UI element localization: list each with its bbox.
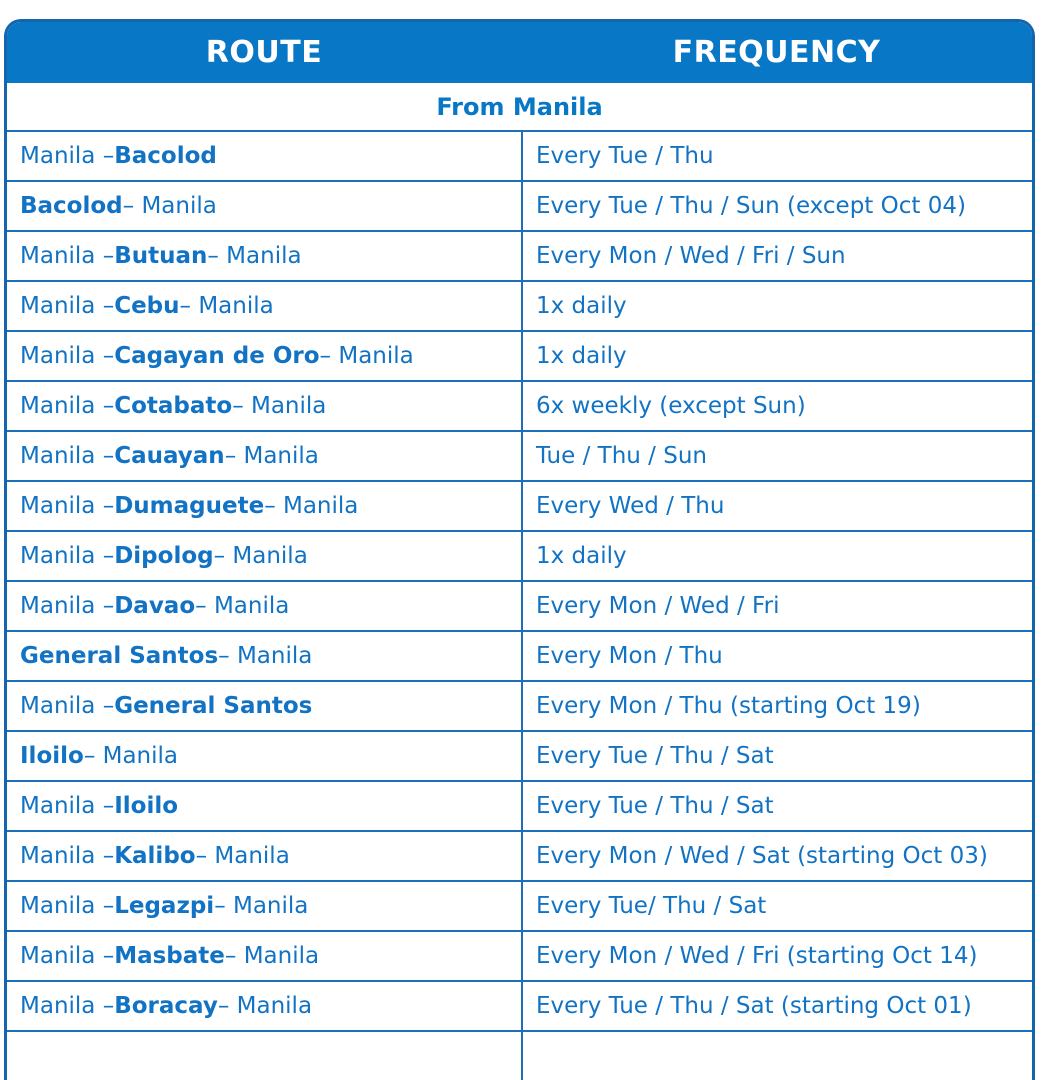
table-row — [7, 730, 1032, 780]
route-cell — [7, 532, 521, 580]
frequency-cell: Every Mon / Thu — [521, 632, 1032, 680]
route-text: – Manila — [179, 293, 274, 319]
route-text: Manila – — [20, 143, 115, 169]
route-text: Manila – — [20, 393, 115, 419]
route-cell — [7, 732, 521, 780]
frequency-cell: Every Tue / Thu / Sun (except Oct 04) — [521, 182, 1032, 230]
route-text: – Manila — [319, 343, 414, 369]
table-row — [7, 180, 1032, 230]
route-text: Manila – — [20, 343, 115, 369]
route-cell — [7, 882, 521, 930]
route-cell — [7, 482, 521, 530]
frequency-cell: Tue / Thu / Sun — [521, 432, 1032, 480]
frequency-cell: Every Mon / Wed / Fri — [521, 582, 1032, 630]
route-city-bold: Butuan — [114, 243, 208, 269]
route-cell — [7, 332, 521, 380]
route-text: Manila – — [20, 793, 115, 819]
table-row — [7, 230, 1032, 280]
route-text: – Manila — [218, 643, 313, 669]
table-row — [7, 830, 1032, 880]
route-cell — [7, 582, 521, 630]
route-city-bold: Legazpi — [114, 893, 215, 919]
route-city-bold: Bacolod — [20, 193, 123, 219]
table-row — [7, 780, 1032, 830]
route-cell — [7, 782, 521, 830]
route-city-bold: Kalibo — [114, 843, 196, 869]
route-cell — [7, 182, 521, 230]
route-text: – Manila — [224, 443, 319, 469]
frequency-cell: 1x daily — [521, 282, 1032, 330]
frequency-cell: Every Tue / Thu / Sat — [521, 732, 1032, 780]
route-text: – Manila — [224, 943, 320, 969]
route-city-bold: Cotabato — [114, 393, 233, 419]
route-city-bold: General Santos — [20, 643, 219, 669]
route-text: – Manila — [214, 893, 309, 919]
route-city-bold: Masbate — [114, 943, 225, 969]
table-row — [7, 580, 1032, 630]
route-text: Manila – — [20, 593, 115, 619]
route-text: Manila – — [20, 443, 115, 469]
route-text: Manila – — [20, 493, 115, 519]
table-row — [7, 530, 1032, 580]
table-row — [7, 680, 1032, 730]
table-row — [7, 130, 1032, 180]
route-city-bold: Dumaguete — [114, 493, 265, 519]
table-row — [7, 380, 1032, 430]
route-text: – Manila — [264, 493, 359, 519]
route-city-bold: General Santos — [114, 693, 313, 719]
frequency-cell: 1x daily — [521, 532, 1032, 580]
table-header-row — [7, 22, 1032, 83]
route-city-bold: Iloilo — [114, 793, 179, 819]
table-row — [7, 280, 1032, 330]
route-city-bold: Cauayan — [114, 443, 225, 469]
frequency-cell: Every Tue / Thu — [521, 132, 1032, 180]
route-cell — [7, 632, 521, 680]
route-text: Manila – — [20, 293, 115, 319]
route-cell — [7, 282, 521, 330]
header-frequency: FREQUENCY — [672, 35, 881, 70]
route-cell — [7, 682, 521, 730]
route-cell — [7, 932, 521, 980]
route-text: Manila – — [20, 693, 115, 719]
route-text: – Manila — [217, 993, 313, 1019]
route-cell — [7, 432, 521, 480]
route-text: – Manila — [213, 543, 308, 569]
route-text: – Manila — [232, 393, 327, 419]
route-city-bold: Boracay — [114, 993, 218, 1019]
route-cell — [7, 132, 521, 180]
route-text: Manila – — [20, 893, 115, 919]
route-text: Manila – — [20, 943, 115, 969]
table-row — [7, 630, 1032, 680]
table-row-partial — [7, 1030, 1032, 1080]
frequency-cell: 1x daily — [521, 332, 1032, 380]
table-row — [7, 980, 1032, 1030]
route-text: Manila – — [20, 843, 115, 869]
route-text: – Manila — [83, 743, 179, 769]
route-text: Manila – — [20, 993, 115, 1019]
route-city-bold: Cagayan de Oro — [114, 343, 320, 369]
frequency-cell: 6x weekly (except Sun) — [521, 382, 1032, 430]
frequency-cell: Every Mon / Wed / Fri / Sun — [521, 232, 1032, 280]
route-city-bold: Iloilo — [20, 743, 84, 769]
route-text: Manila – — [20, 543, 115, 569]
header-route: ROUTE — [205, 35, 323, 70]
frequency-cell: Every Tue / Thu / Sat (starting Oct 01) — [521, 982, 1032, 1030]
table-body — [7, 130, 1032, 1030]
table-row — [7, 330, 1032, 380]
route-text: – Manila — [207, 243, 302, 269]
table-row — [7, 930, 1032, 980]
route-cell — [7, 982, 521, 1030]
frequency-cell: Every Tue/ Thu / Sat — [521, 882, 1032, 930]
route-city-bold: Bacolod — [114, 143, 217, 169]
frequency-cell — [521, 1032, 1032, 1080]
route-cell — [7, 232, 521, 280]
section-header-from-manila: From Manila — [436, 92, 603, 121]
route-cell — [7, 382, 521, 430]
route-text: Manila – — [20, 243, 115, 269]
frequency-cell: Every Mon / Thu (starting Oct 19) — [521, 682, 1032, 730]
route-cell — [7, 832, 521, 880]
route-text: – Manila — [122, 193, 217, 219]
table-row — [7, 480, 1032, 530]
route-cell — [7, 1032, 521, 1080]
route-city-bold: Davao — [114, 593, 196, 619]
route-text: – Manila — [195, 593, 290, 619]
route-city-bold: Cebu — [114, 293, 180, 319]
frequency-cell: Every Wed / Thu — [521, 482, 1032, 530]
frequency-cell: Every Tue / Thu / Sat — [521, 782, 1032, 830]
table-row — [7, 880, 1032, 930]
route-city-bold: Dipolog — [114, 543, 214, 569]
flight-schedule-table — [4, 19, 1035, 1080]
table-row — [7, 430, 1032, 480]
route-text: – Manila — [195, 843, 290, 869]
frequency-cell: Every Mon / Wed / Sat (starting Oct 03) — [521, 832, 1032, 880]
frequency-cell: Every Mon / Wed / Fri (starting Oct 14) — [521, 932, 1032, 980]
